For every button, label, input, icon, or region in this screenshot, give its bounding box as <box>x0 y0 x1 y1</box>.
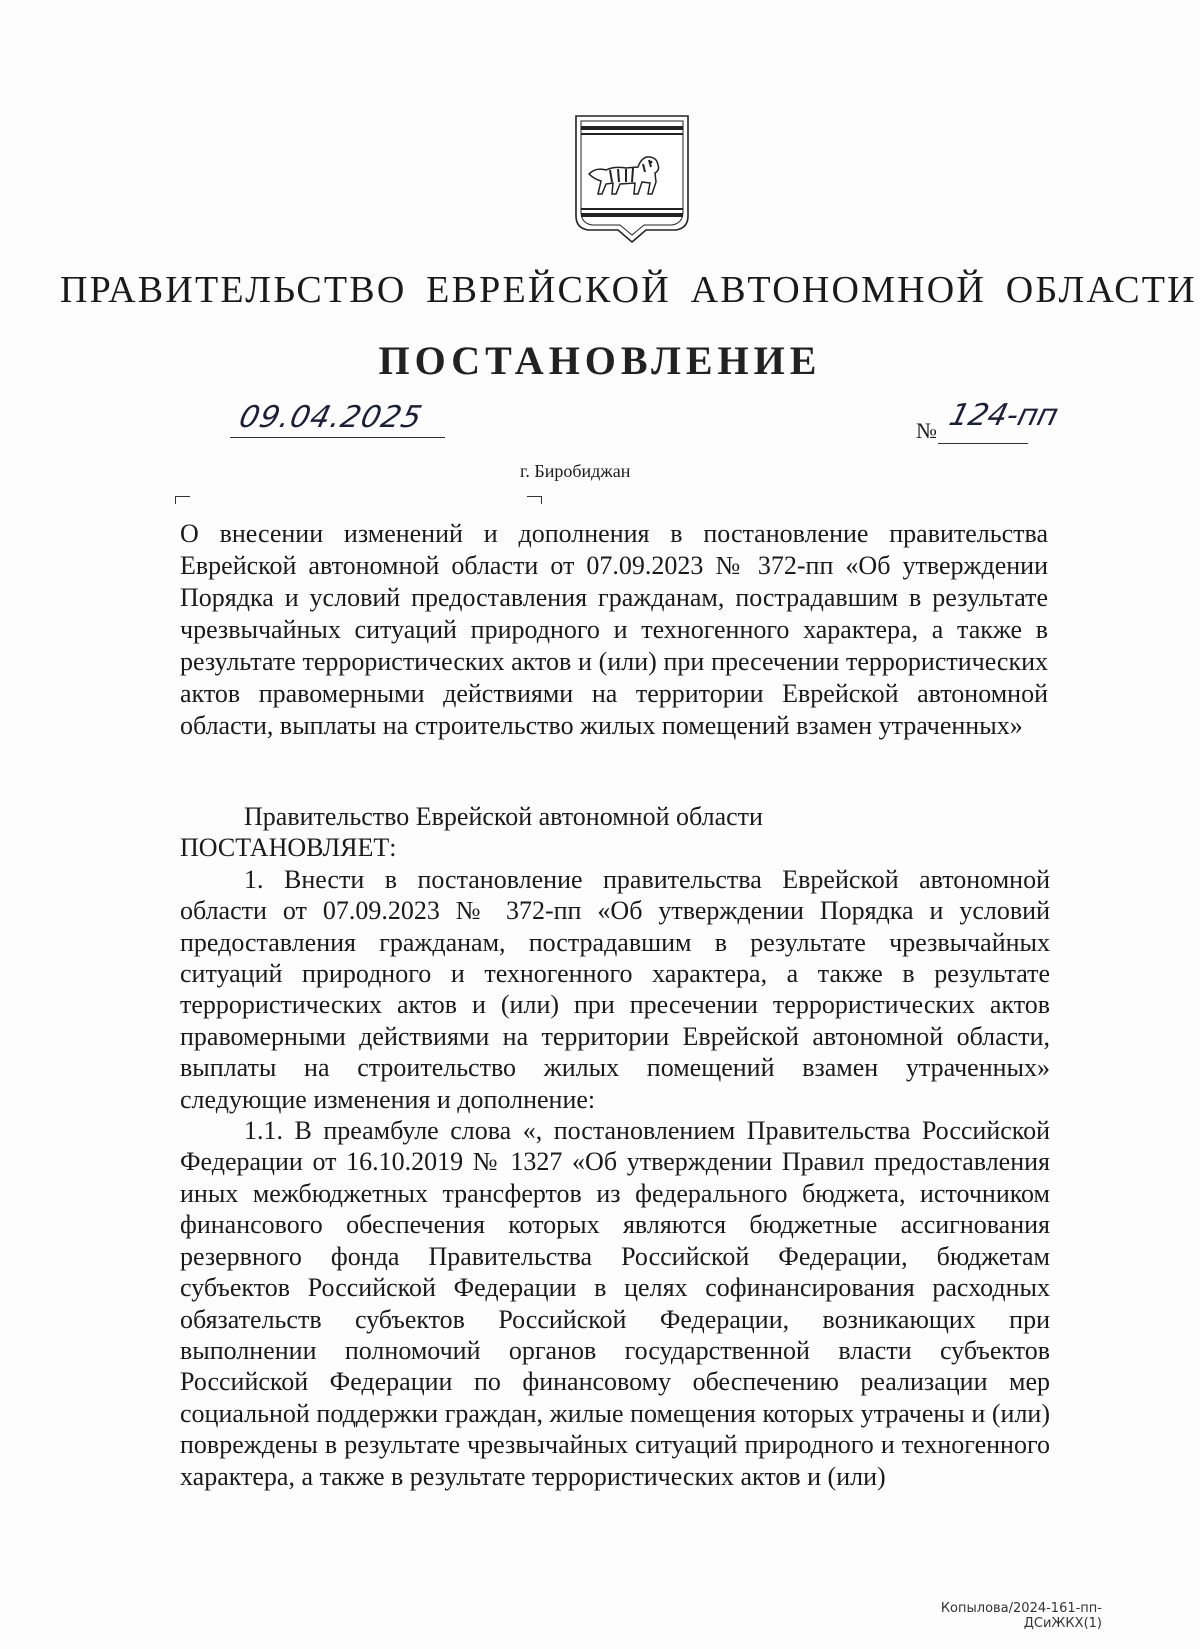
file-reference: Копылова/2024-161-пп-ДСиЖКХ(1) <box>940 1601 1102 1631</box>
number-sign: № <box>916 418 937 443</box>
handwritten-number: 124-пп <box>945 398 1062 433</box>
document-body <box>180 801 1050 1492</box>
subject-bracket-left <box>175 496 190 504</box>
government-title: ПРАВИТЕЛЬСТВО ЕВРЕЙСКОЙ АВТОНОМНОЙ ОБЛАСТИ <box>60 269 1197 311</box>
city-name: г. Биробиджан <box>520 461 631 481</box>
government-name: Правительство Еврейской автономной области <box>244 802 763 831</box>
date-underline <box>230 437 445 438</box>
document-subject: О внесении изменений и дополнения в постановление правительства Еврейской автономной области от 07.09.2023 № 372-пп «Об утверждении Порядка и условий предоставления гражданам, пострадавшим в результате чрезвычайных ситуаций природного и техногенного характера, а также в результате террористических актов и (или) при пресечении террористических актов правомерными действиями на территории Еврейской автономной области, выплаты на строительство жилых помещений взамен утраченных» <box>180 519 1048 740</box>
number-underline <box>938 443 1028 444</box>
decree-word: ПОСТАНОВЛЯЕТ: <box>180 833 397 863</box>
document-type-heading: ПОСТАНОВЛЕНИЕ <box>378 338 822 383</box>
item-1: 1. Внести в постановление правительства Еврейской автономной области от 07.09.2023 № 372-пп «Об утверждении Порядка и условий предоставления гражданам, пострадавшим в результате чрезвычайных ситуаций природного и техногенного характера, а также в результате террористических актов и (или) при пресечении террористических актов правомерными действиями на территории Еврейской автономной области, выплаты на строительство жилых помещений взамен утраченных» следующие изменения и дополнение: <box>180 864 1050 1114</box>
item-1-1: 1.1. В преамбуле слова «, постановлением Правительства Российской Федерации от 16.10.2019 № 1327 «Об утверждении Правил предоставления иных межбюджетных трансфертов из федерального бюджета, источником финансового обеспечения которых являются бюджетные ассигнования резервного фонда Правительства Российской Федерации, бюджетам субъектов Российской Федерации в целях софинансирования расходных обязательств субъектов Российской Федерации, возникающих при выполнении полномочий органов государственной власти субъектов Российской Федерации по финансовому обеспечению реализации мер социальной поддержки граждан, жилые помещения которых утрачены и (или) повреждены в результате чрезвычайных ситуаций природного и техногенного характера, а также в результате террористических актов и (или) <box>180 1116 1050 1491</box>
tiger-coat-of-arms-icon <box>572 112 692 252</box>
subject-bracket-right <box>527 496 542 504</box>
handwritten-date: 09.04.2025 <box>235 400 427 435</box>
